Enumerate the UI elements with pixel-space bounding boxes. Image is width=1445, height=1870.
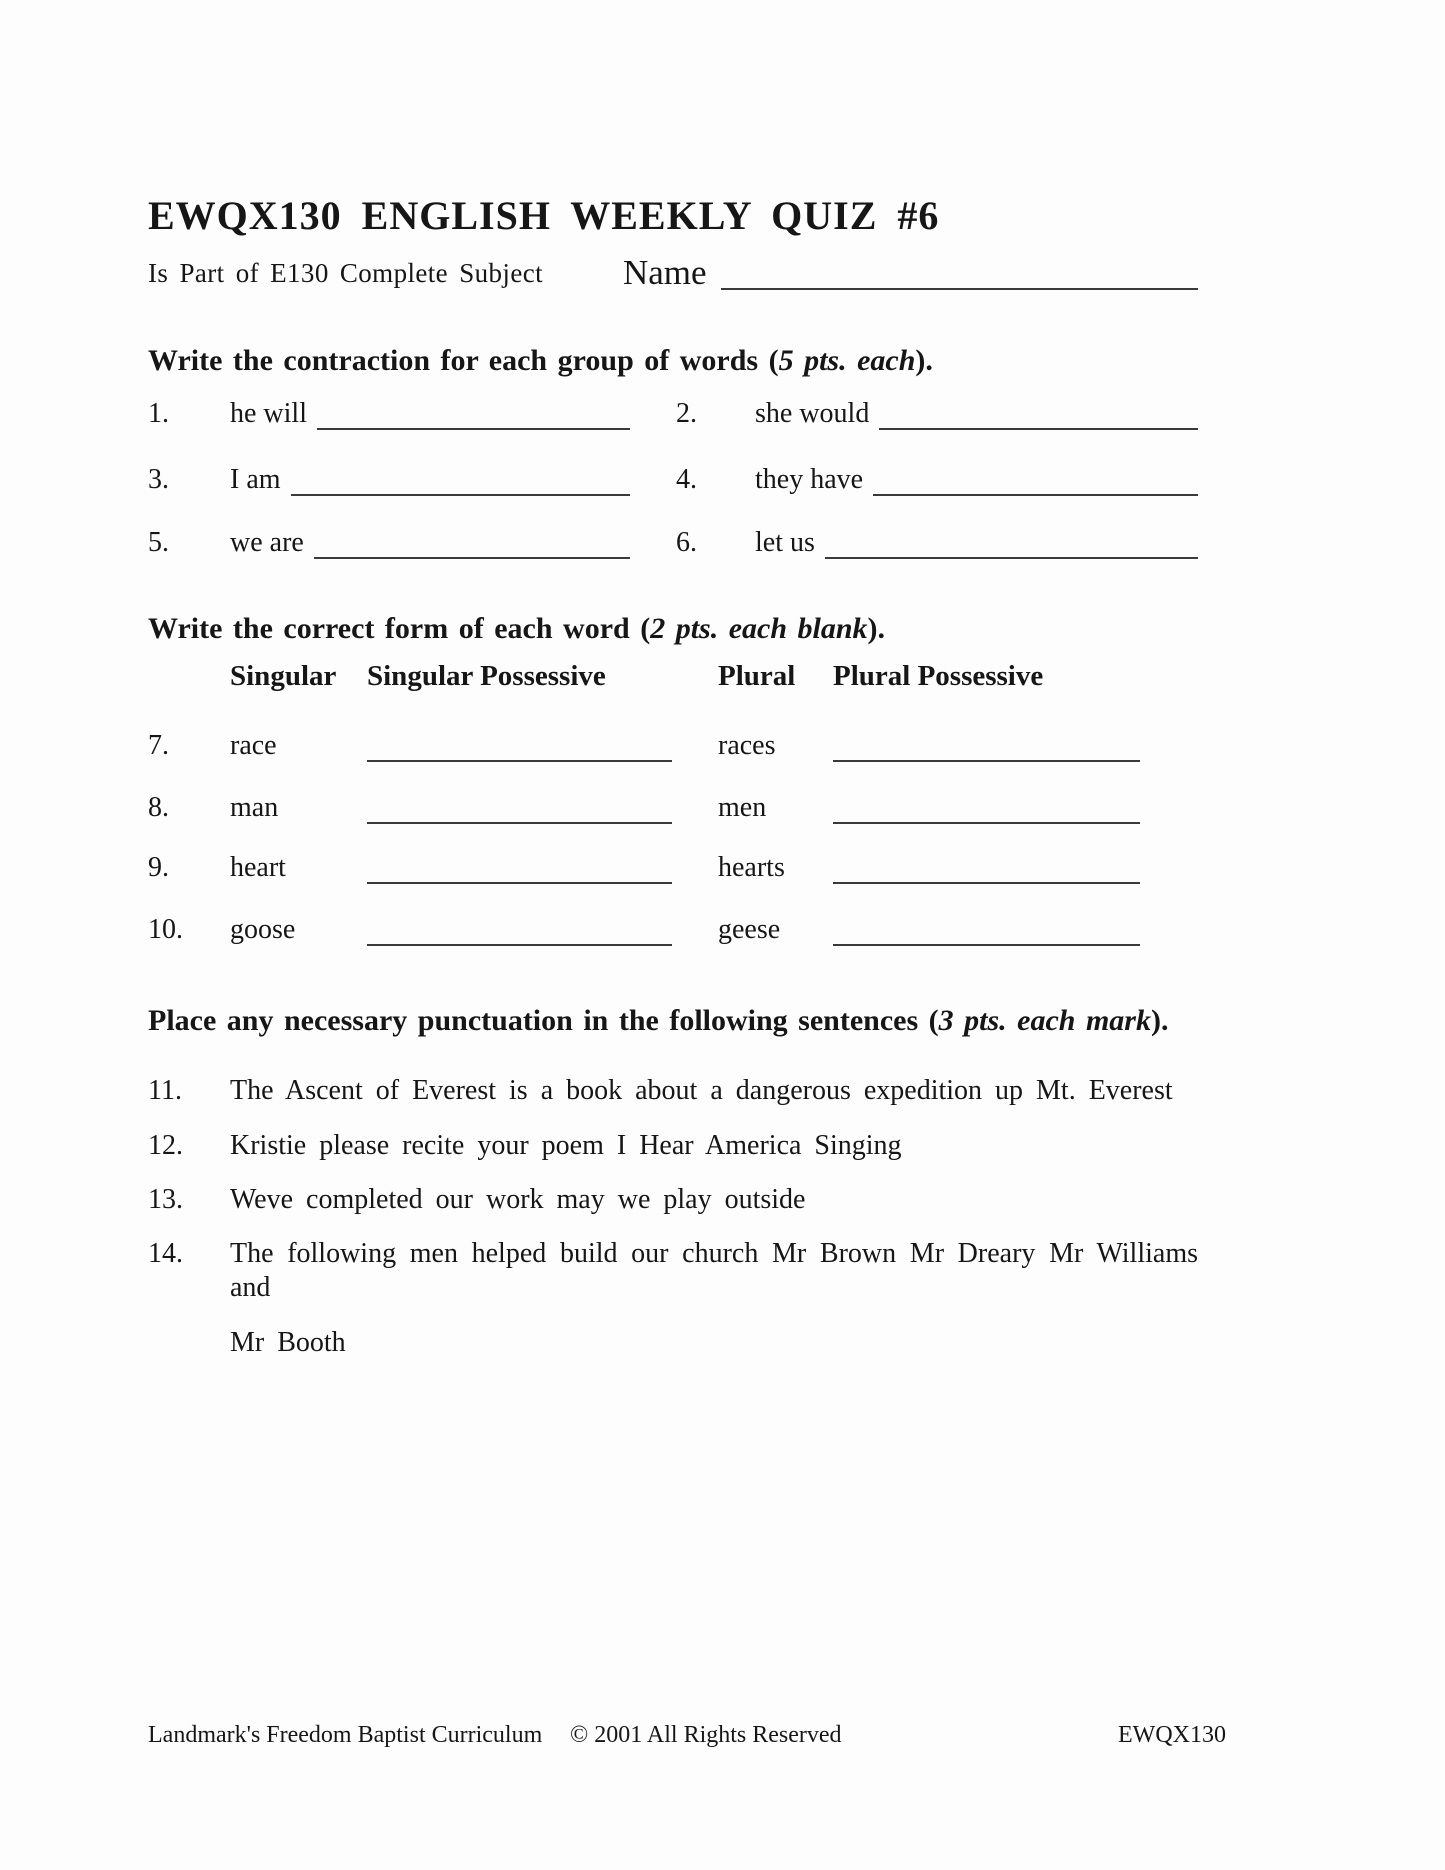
contraction-row [148,521,1198,559]
section2-heading-end: ). [867,612,886,645]
answer-blank[interactable] [833,938,1140,946]
column-gap [672,660,718,693]
item-number: 7. [148,729,169,761]
sentence-text [230,1237,1198,1360]
header-spacer [148,660,230,693]
page-title: EWQX130 ENGLISH WEEKLY QUIZ #6 [148,193,940,238]
section3-heading-points: 3 pts. each mark [938,1004,1151,1037]
section3-heading [148,1004,1168,1038]
contraction-item [755,464,1198,496]
answer-blank[interactable] [291,488,630,496]
sentence-text: Kristie please recite your poem I Hear America Singing [230,1130,902,1161]
item-number: 12. [148,1130,183,1161]
item-number: 2. [676,397,697,429]
answer-blank[interactable] [367,754,672,762]
answer-blank[interactable] [367,938,672,946]
contraction-item [755,398,1198,430]
item-number: 3. [148,463,169,495]
contraction-row [148,458,1198,496]
section2-heading-points: 2 pts. each blank [650,612,868,645]
answer-blank[interactable] [833,876,1140,884]
contraction-phrase: he will [230,397,307,429]
section1-heading-text: Write the contraction for each group of words ( [148,344,779,377]
name-blank[interactable] [721,278,1198,290]
item-number: 8. [148,791,169,823]
column-header-singular: Singular [230,660,337,692]
singular-word: heart [230,851,286,883]
footer-copyright: © 2001 All Rights Reserved [570,1722,842,1748]
item-number: 1. [148,397,169,429]
contraction-row [148,392,1198,430]
contraction-item [230,527,630,559]
contraction-item [230,464,630,496]
contraction-phrase: let us [755,526,815,558]
sentence-row [148,1183,1198,1217]
plural-word: geese [718,913,781,945]
answer-blank[interactable] [825,551,1198,559]
item-number: 5. [148,526,169,558]
singular-word: goose [230,913,296,945]
table-row [148,784,1140,824]
column-header-plural: Plural [718,660,796,692]
answer-blank[interactable] [314,551,630,559]
contraction-phrase: she would [755,397,870,429]
contraction-item [230,398,630,430]
sentence-line1: The following men helped build our church Mr Brown Mr Dreary Mr Williams and [230,1238,1198,1304]
answer-blank[interactable] [367,816,672,824]
table-header-row [148,660,1140,693]
item-number: 6. [676,526,697,558]
contraction-item [755,527,1198,559]
column-header-plural-possessive: Plural Possessive [833,660,1044,692]
item-number: 14. [148,1238,183,1269]
contraction-phrase: they have [755,463,864,495]
sentence-row [148,1237,1198,1360]
page-subtitle: Is Part of E130 Complete Subject [148,258,543,288]
item-number: 9. [148,851,169,883]
footer-code: EWQX130 [1118,1722,1226,1748]
contraction-phrase: I am [230,463,281,495]
name-label: Name [623,253,707,292]
table-row [148,844,1140,884]
answer-blank[interactable] [873,488,1198,496]
column-header-singular-possessive: Singular Possessive [367,660,606,692]
item-number: 10. [148,913,183,945]
section3-heading-text: Place any necessary punctuation in the following sentences ( [148,1004,939,1037]
section1-heading-end: ). [915,344,933,377]
sentence-text: The Ascent of Everest is a book about a dangerous expedition up Mt. Everest [230,1075,1173,1106]
section2-heading [148,612,885,646]
singular-word: race [230,729,277,761]
item-number: 13. [148,1184,183,1215]
item-number: 4. [676,463,697,495]
contraction-phrase: we are [230,526,304,558]
section3-heading-end: ). [1150,1004,1169,1037]
sentence-row [148,1074,1198,1108]
plural-word: hearts [718,851,785,883]
section2-heading-text: Write the correct form of each word ( [148,612,651,645]
answer-blank[interactable] [833,754,1140,762]
section1-heading-points: 5 pts. each [778,344,916,377]
answer-blank[interactable] [367,876,672,884]
name-field-row [623,246,1198,290]
table-row [148,906,1140,946]
plural-word: races [718,729,776,761]
answer-blank[interactable] [317,422,630,430]
table-row [148,722,1140,762]
sentence-text: Weve completed our work may we play outside [230,1184,806,1215]
singular-word: man [230,791,279,823]
sentence-row [148,1129,1198,1163]
section1-heading [148,344,933,378]
plural-word: men [718,791,767,823]
footer-publisher: Landmark's Freedom Baptist Curriculum [148,1722,543,1748]
answer-blank[interactable] [833,816,1140,824]
sentence-line2: Mr Booth [230,1327,346,1359]
answer-blank[interactable] [879,422,1198,430]
item-number: 11. [148,1075,182,1106]
